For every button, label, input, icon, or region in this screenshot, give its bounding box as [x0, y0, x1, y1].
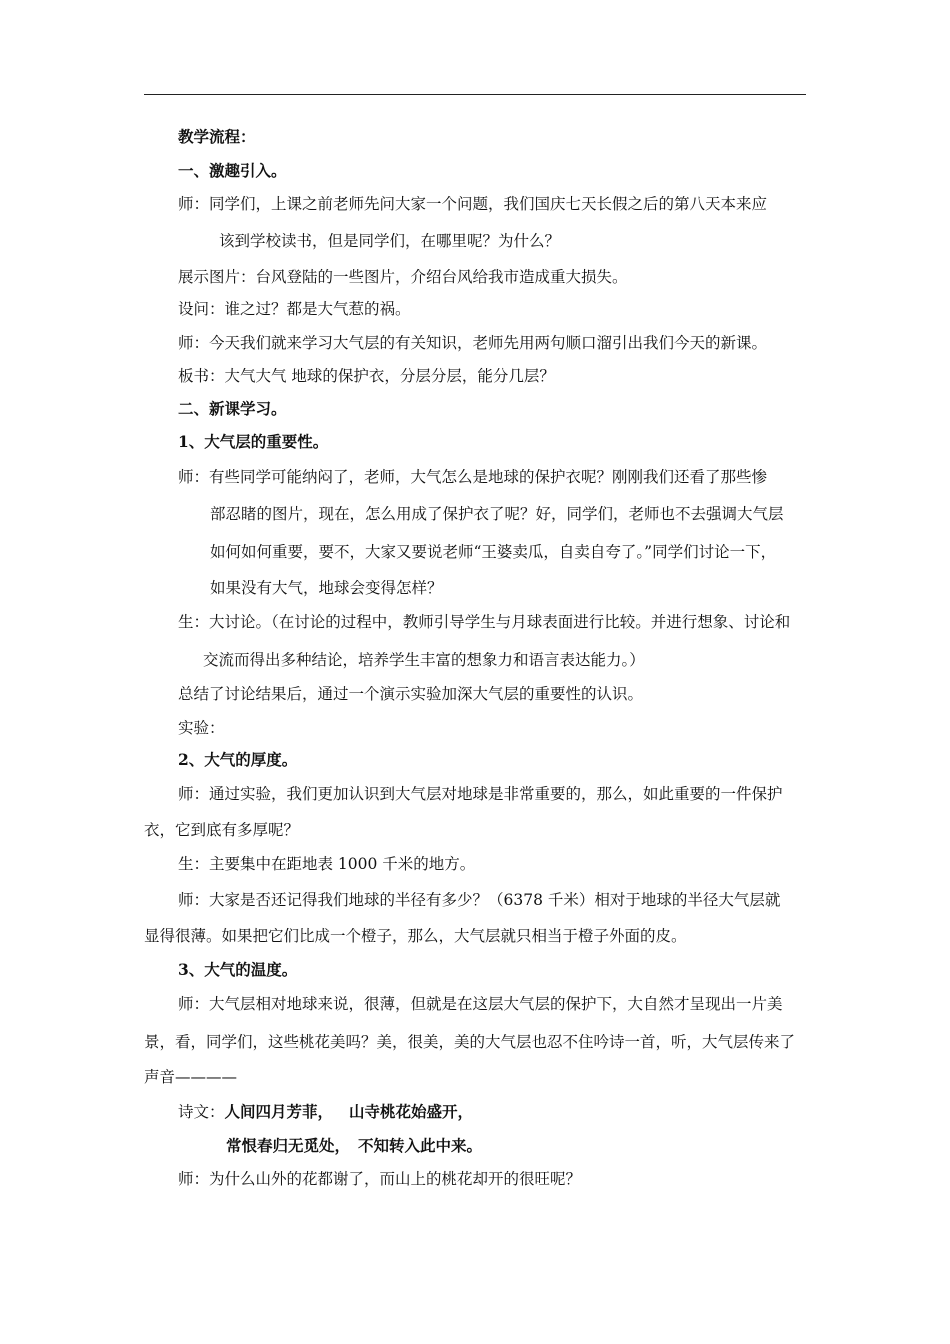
section-1-title: 一、激趣引入。 — [178, 161, 287, 180]
p1-line-1: 师：同学们，上课之前老师先问大家一个问题，我们国庆七天长假之后的第八天本来应 — [178, 195, 768, 213]
p12-line-1: 师：大家是否还记得我们地球的半径有多少？（6378 千米）相对于地球的半径大气层就 — [178, 891, 781, 909]
p3: 设问：谁之过？都是大气惹的祸。 — [178, 300, 411, 318]
p7-line-2: 交流而得出多种结论，培养学生丰富的想象力和语言表达能力。） — [203, 651, 645, 669]
poem-line-2a: 常恨春归无觅处， — [226, 1136, 351, 1155]
poem-line-2b: 不知转入此中来。 — [358, 1136, 483, 1155]
flow-title: 教学流程： — [178, 127, 256, 146]
p6-line-1: 师：有些同学可能纳闷了，老师，大气怎么是地球的保护衣呢？刚刚我们还看了那些惨 — [178, 468, 768, 486]
poem-line-1a: 人间四月芳菲， — [224, 1102, 334, 1121]
header-rule — [144, 94, 806, 95]
p13-line-2: 景，看，同学们，这些桃花美吗？美，很美，美的大气层也忍不住吟诗一首，听，大气层传来了 — [144, 1033, 796, 1051]
p9: 实验： — [178, 719, 225, 737]
p6-line-3: 如何如何重要，要不，大家又要说老师“王婆卖瓜，自卖自夸了。”同学们讨论一下， — [210, 543, 777, 561]
p7-line-1: 生：大讨论。（在讨论的过程中，教师引导学生与月球表面进行比较。并进行想象、讨论和 — [178, 613, 791, 631]
p12-line-2: 显得很薄。如果把它们比成一个橙子，那么，大气层就只相当于橙子外面的皮。 — [144, 927, 687, 945]
poem-line-1b: 山寺桃花始盛开， — [349, 1102, 474, 1121]
p6-line-4: 如果没有大气，地球会变得怎样？ — [210, 579, 443, 597]
p8: 总结了讨论结果后，通过一个演示实验加深大气层的重要性的认识。 — [178, 685, 644, 703]
poem-line-1 — [178, 1102, 473, 1122]
p10-line-1: 师：通过实验，我们更加认识到大气层对地球是非常重要的，那么，如此重要的一件保护 — [178, 785, 783, 803]
p13-line-1: 师：大气层相对地球来说，很薄，但就是在这层大气层的保护下，大自然才呈现出一片美 — [178, 995, 783, 1013]
p11: 生：主要集中在距地表 1000 千米的地方。 — [178, 855, 476, 873]
poem-label: 诗文： — [178, 1103, 225, 1121]
p1-line-2: 该到学校读书，但是同学们，在哪里呢？为什么？ — [219, 232, 561, 250]
sub-3-title: 3、大气的温度。 — [178, 960, 298, 979]
poem-line-2 — [226, 1136, 482, 1156]
sub-1-title: 1、大气层的重要性。 — [178, 432, 329, 451]
p13-line-3: 声音———— — [144, 1068, 238, 1086]
section-2-title: 二、新课学习。 — [178, 399, 287, 418]
p6-line-2: 部忍睹的图片，现在，怎么用成了保护衣了呢？好，同学们，老师也不去强调大气层 — [210, 505, 784, 523]
p14: 师：为什么山外的花都谢了，而山上的桃花却开的很旺呢？ — [178, 1170, 582, 1188]
p4: 师：今天我们就来学习大气层的有关知识，老师先用两句顺口溜引出我们今天的新课。 — [178, 334, 768, 352]
p10-line-2: 衣，它到底有多厚呢？ — [144, 821, 300, 839]
p2: 展示图片：台风登陆的一些图片，介绍台风给我市造成重大损失。 — [178, 268, 628, 286]
sub-2-title: 2、大气的厚度。 — [178, 750, 298, 769]
p5: 板书：大气大气 地球的保护衣，分层分层，能分几层？ — [178, 367, 555, 385]
